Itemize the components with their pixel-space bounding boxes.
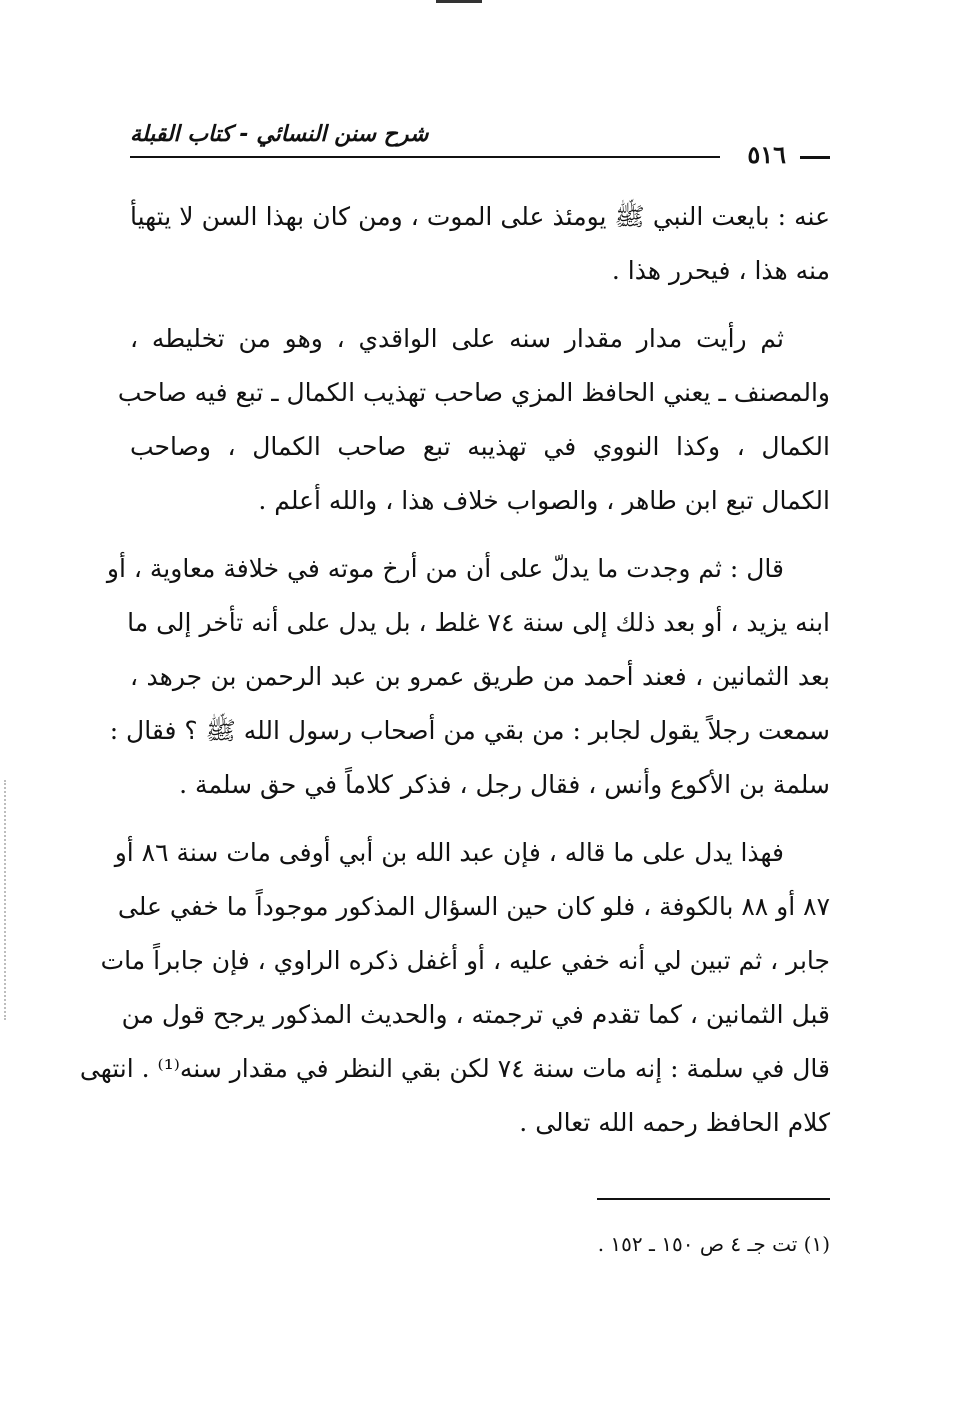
text-line: سمعت رجلاً يقول لجابر : من بقي من أصحاب رسول الله ﷺ ؟ فقال : xyxy=(109,716,830,745)
page-number: ٥١٦ xyxy=(747,140,786,169)
paragraph xyxy=(79,826,830,1150)
paragraph xyxy=(117,312,830,528)
text-line: قال في سلمة : إنه مات سنة ٧٤ لكن بقي النظر في مقدار سنه⁽¹⁾ . انتهى xyxy=(79,1054,830,1083)
running-header xyxy=(130,122,830,169)
text-line: الكمال ، وكذا النووي في تهذيبه تبع صاحب الكمال ، وصاحب xyxy=(130,432,830,461)
paragraph xyxy=(106,542,830,812)
header-title: شرح سنن النسائي - كتاب القبلة xyxy=(130,122,429,147)
text-line: سلمة بن الأكوع وأنس ، فقال رجل ، فذكر كلاماً في حق سلمة . xyxy=(179,770,830,799)
text-line: عنه : بايعت النبي ﷺ يومئذ على الموت ، ومن كان بهذا السن لا يتهيأ xyxy=(130,202,830,231)
text-line: ابنه يزيد ، أو بعد ذلك إلى سنة ٧٤ غلط ، بل يدل على أنه تأخر إلى ما xyxy=(127,608,830,637)
footnote-separator xyxy=(597,1198,830,1200)
scan-edge-speckle xyxy=(4,780,8,1020)
text-line: قبل الثمانين ، كما تقدم في ترجمته ، والحديث المذكور يرجح قول من xyxy=(121,1000,830,1029)
text-line: ٨٧ أو ٨٨ بالكوفة ، فلو كان حين السؤال المذكور موجوداً ما خفي على xyxy=(117,892,830,921)
text-line: الكمال تبع ابن طاهر ، والصواب خلاف هذا ، والله أعلم . xyxy=(258,486,830,515)
page-number-dash xyxy=(800,156,830,159)
text-line: قال : ثم وجدت ما يدلّ على أن من أرخ موته في خلافة معاوية ، أو xyxy=(106,554,784,583)
main-text xyxy=(79,190,830,1164)
text-line: كلام الحافظ رحمه الله تعالى . xyxy=(519,1108,830,1137)
text-line: والمصنف ـ يعني الحافظ المزي صاحب تهذيب الكمال ـ تبع فيه صاحب xyxy=(117,378,830,407)
top-edge-mark xyxy=(436,0,482,3)
text-line: ثم رأيت مدار مقدار سنه على الواقدي ، وهو من تخليطه ، xyxy=(130,324,784,353)
text-line: منه هذا ، فيحرر هذا . xyxy=(611,256,830,285)
text-line: فهذا يدل على ما قاله ، فإن عبد الله بن أبي أوفى مات سنة ٨٦ أو xyxy=(114,838,784,867)
text-line: بعد الثمانين ، فعند أحمد من طريق عمرو بن عبد الرحمن بن جرهد ، xyxy=(130,662,830,691)
footnote: (١) تت جـ ٤ ص ١٥٠ ـ ١٥٢ . xyxy=(597,1232,830,1256)
paragraph xyxy=(130,190,830,298)
text-line: جابر ، ثم تبين لي أنه خفي عليه ، أو أغفل ذكره الراوي ، فإن جابراً مات xyxy=(100,946,830,975)
header-rule xyxy=(130,156,720,158)
